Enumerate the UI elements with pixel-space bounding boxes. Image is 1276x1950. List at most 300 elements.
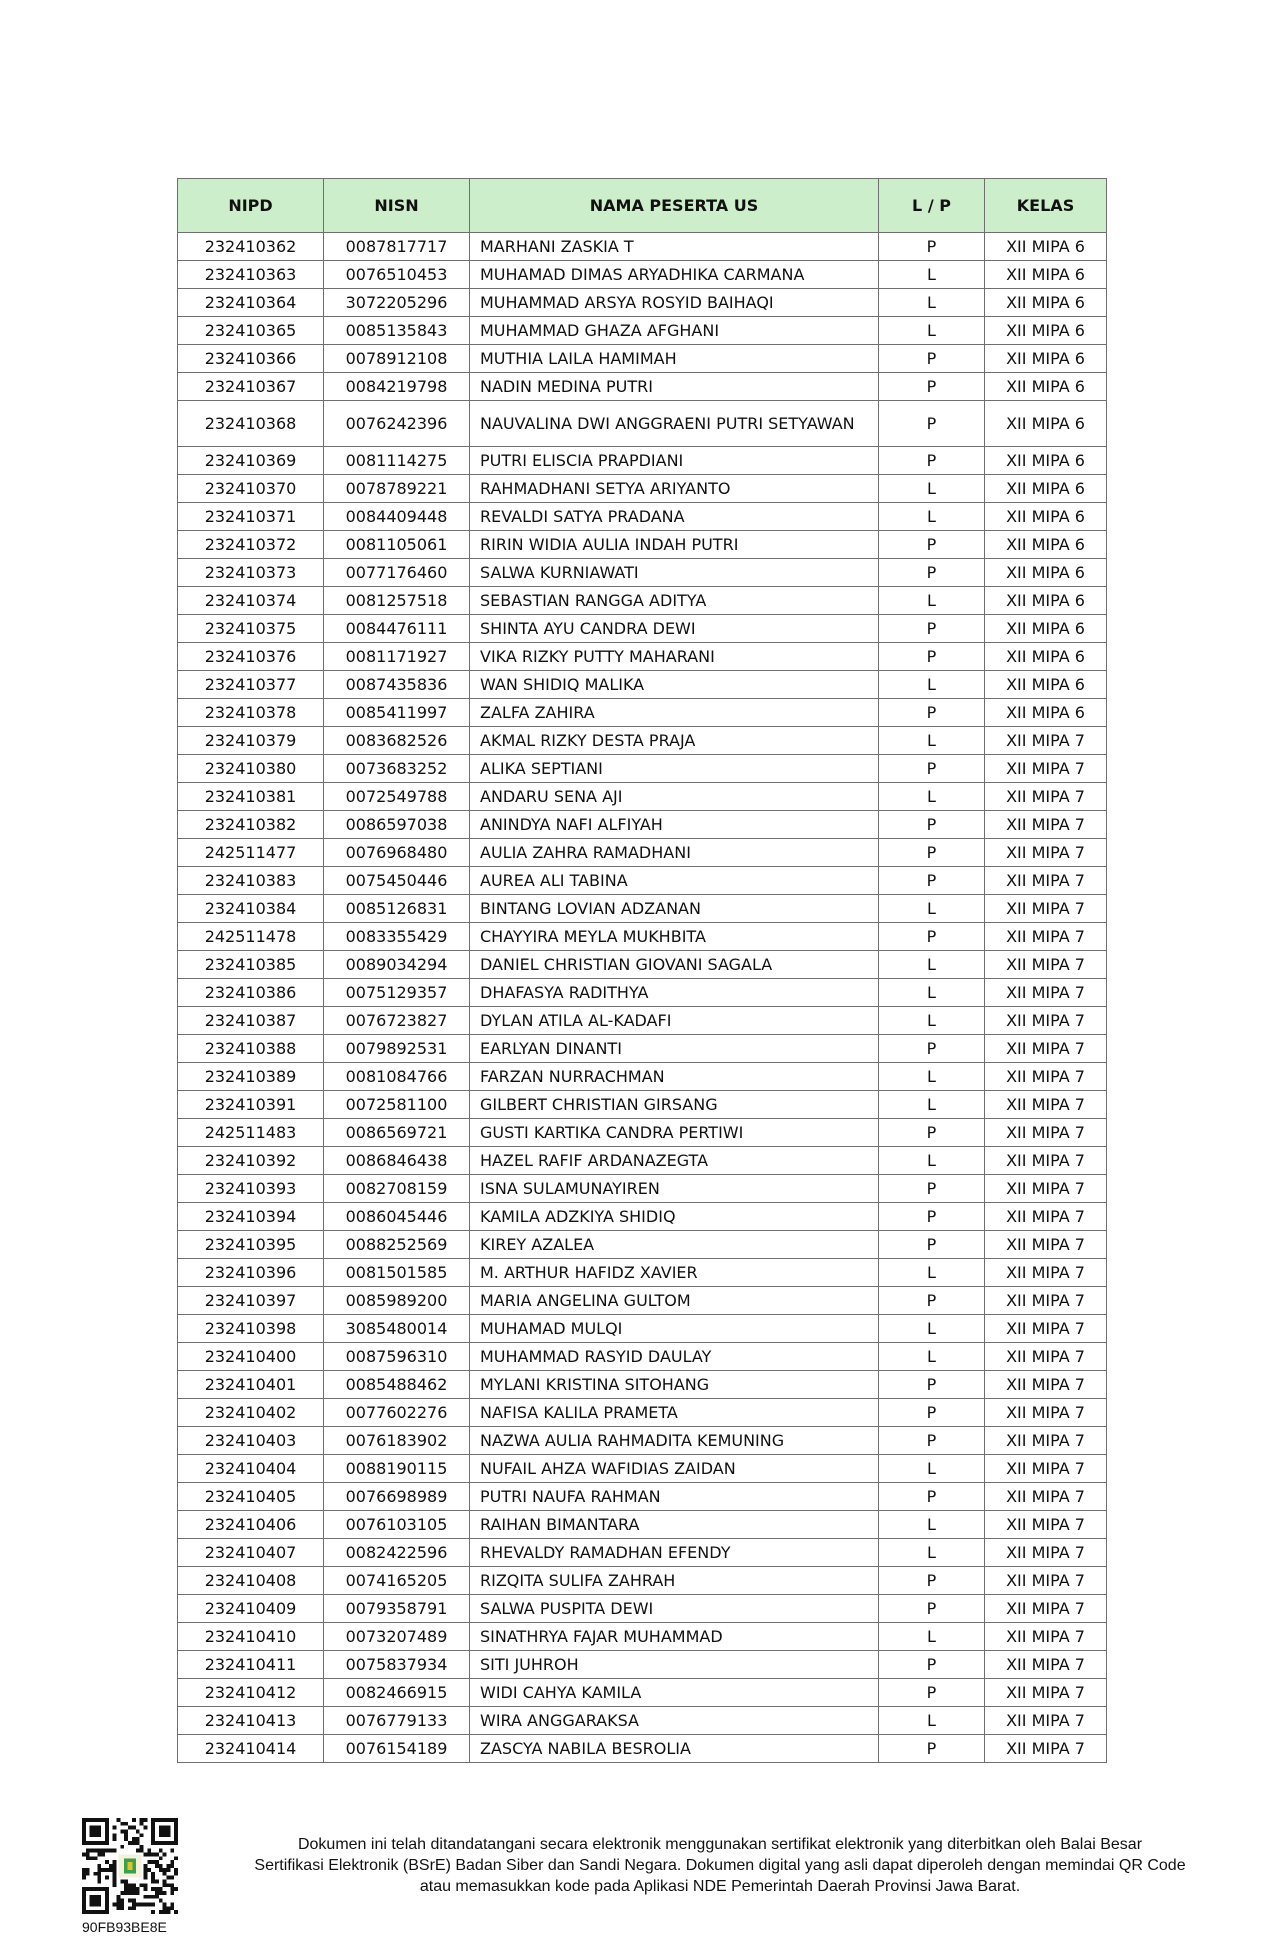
- cell-nama: MARIA ANGELINA GULTOM: [470, 1287, 879, 1315]
- table-row: [178, 1735, 1107, 1763]
- cell-nipd: 232410411: [178, 1651, 324, 1679]
- table-row: [178, 531, 1107, 559]
- cell-kelas: XII MIPA 6: [985, 503, 1107, 531]
- cell-nama: RIZQITA SULIFA ZAHRAH: [470, 1567, 879, 1595]
- cell-kelas: XII MIPA 6: [985, 401, 1107, 447]
- cell-kelas: XII MIPA 7: [985, 1371, 1107, 1399]
- cell-nama: RIRIN WIDIA AULIA INDAH PUTRI: [470, 531, 879, 559]
- cell-nisn: 0082466915: [324, 1679, 470, 1707]
- cell-nipd: 232410407: [178, 1539, 324, 1567]
- cell-nipd: 232410414: [178, 1735, 324, 1763]
- cell-gender: L: [879, 783, 985, 811]
- cell-nama: SALWA KURNIAWATI: [470, 559, 879, 587]
- cell-kelas: XII MIPA 7: [985, 1147, 1107, 1175]
- cell-nipd: 232410379: [178, 727, 324, 755]
- cell-kelas: XII MIPA 7: [985, 1707, 1107, 1735]
- table-row: [178, 401, 1107, 447]
- cell-kelas: XII MIPA 6: [985, 447, 1107, 475]
- cell-nama: NAZWA AULIA RAHMADITA KEMUNING: [470, 1427, 879, 1455]
- cell-gender: P: [879, 699, 985, 727]
- header-nama-peserta: NAMA PESERTA US: [470, 179, 879, 233]
- cell-gender: L: [879, 1091, 985, 1119]
- cell-gender: P: [879, 1287, 985, 1315]
- cell-gender: P: [879, 1175, 985, 1203]
- table-row: [178, 1343, 1107, 1371]
- cell-nisn: 0085488462: [324, 1371, 470, 1399]
- cell-nipd: 232410388: [178, 1035, 324, 1063]
- cell-nama: PUTRI NAUFA RAHMAN: [470, 1483, 879, 1511]
- cell-kelas: XII MIPA 6: [985, 345, 1107, 373]
- cell-nama: CHAYYIRA MEYLA MUKHBITA: [470, 923, 879, 951]
- cell-nama: GUSTI KARTIKA CANDRA PERTIWI: [470, 1119, 879, 1147]
- cell-nama: WAN SHIDIQ MALIKA: [470, 671, 879, 699]
- cell-nipd: 232410396: [178, 1259, 324, 1287]
- table-row: [178, 811, 1107, 839]
- cell-nipd: 232410394: [178, 1203, 324, 1231]
- table-row: [178, 1455, 1107, 1483]
- cell-nisn: 0086597038: [324, 811, 470, 839]
- cell-nama: NAFISA KALILA PRAMETA: [470, 1399, 879, 1427]
- cell-nipd: 232410408: [178, 1567, 324, 1595]
- table-row: [178, 727, 1107, 755]
- cell-nisn: 0081171927: [324, 643, 470, 671]
- cell-gender: P: [879, 1399, 985, 1427]
- cell-gender: P: [879, 401, 985, 447]
- cell-nama: MUHAMAD DIMAS ARYADHIKA CARMANA: [470, 261, 879, 289]
- cell-kelas: XII MIPA 6: [985, 475, 1107, 503]
- table-row: [178, 615, 1107, 643]
- header-nisn: NISN: [324, 179, 470, 233]
- cell-gender: L: [879, 1259, 985, 1287]
- cell-nisn: 0076183902: [324, 1427, 470, 1455]
- qr-code-icon: [82, 1818, 178, 1914]
- table-row: [178, 317, 1107, 345]
- cell-nisn: 0081257518: [324, 587, 470, 615]
- cell-kelas: XII MIPA 7: [985, 979, 1107, 1007]
- header-gender: L / P: [879, 179, 985, 233]
- cell-gender: P: [879, 531, 985, 559]
- cell-kelas: XII MIPA 6: [985, 671, 1107, 699]
- table-row: [178, 1175, 1107, 1203]
- cell-nipd: 232410373: [178, 559, 324, 587]
- cell-gender: P: [879, 1651, 985, 1679]
- cell-nisn: 0082708159: [324, 1175, 470, 1203]
- cell-kelas: XII MIPA 6: [985, 373, 1107, 401]
- cell-nama: WIRA ANGGARAKSA: [470, 1707, 879, 1735]
- cell-nisn: 0078912108: [324, 345, 470, 373]
- cell-nisn: 0083682526: [324, 727, 470, 755]
- cell-nama: SALWA PUSPITA DEWI: [470, 1595, 879, 1623]
- cell-gender: L: [879, 1455, 985, 1483]
- cell-gender: P: [879, 1371, 985, 1399]
- cell-gender: P: [879, 615, 985, 643]
- table-row: [178, 503, 1107, 531]
- table-row: [178, 373, 1107, 401]
- cell-nama: KIREY AZALEA: [470, 1231, 879, 1259]
- cell-nama: MUHAMAD MULQI: [470, 1315, 879, 1343]
- cell-gender: L: [879, 979, 985, 1007]
- cell-nisn: 0076723827: [324, 1007, 470, 1035]
- cell-nama: RAIHAN BIMANTARA: [470, 1511, 879, 1539]
- cell-gender: P: [879, 233, 985, 261]
- cell-nama: PUTRI ELISCIA PRAPDIANI: [470, 447, 879, 475]
- cell-kelas: XII MIPA 7: [985, 1651, 1107, 1679]
- cell-nisn: 0076968480: [324, 839, 470, 867]
- cell-kelas: XII MIPA 7: [985, 1399, 1107, 1427]
- cell-nisn: 0088252569: [324, 1231, 470, 1259]
- cell-gender: L: [879, 503, 985, 531]
- cell-gender: L: [879, 1147, 985, 1175]
- cell-nama: DANIEL CHRISTIAN GIOVANI SAGALA: [470, 951, 879, 979]
- cell-kelas: XII MIPA 7: [985, 1063, 1107, 1091]
- cell-nama: GILBERT CHRISTIAN GIRSANG: [470, 1091, 879, 1119]
- cell-nisn: 0079358791: [324, 1595, 470, 1623]
- cell-nipd: 232410405: [178, 1483, 324, 1511]
- cell-gender: P: [879, 1679, 985, 1707]
- cell-kelas: XII MIPA 6: [985, 699, 1107, 727]
- table-row: [178, 1231, 1107, 1259]
- cell-nipd: 232410376: [178, 643, 324, 671]
- cell-kelas: XII MIPA 7: [985, 1511, 1107, 1539]
- cell-kelas: XII MIPA 7: [985, 1567, 1107, 1595]
- header-row: [178, 179, 1107, 233]
- cell-nipd: 232410367: [178, 373, 324, 401]
- table-row: [178, 1035, 1107, 1063]
- cell-nipd: 232410392: [178, 1147, 324, 1175]
- cell-nisn: 0078789221: [324, 475, 470, 503]
- cell-gender: L: [879, 1007, 985, 1035]
- cell-gender: P: [879, 447, 985, 475]
- qr-code: [82, 1818, 178, 1914]
- cell-kelas: XII MIPA 7: [985, 755, 1107, 783]
- cell-nipd: 242511477: [178, 839, 324, 867]
- cell-nisn: 0076154189: [324, 1735, 470, 1763]
- cell-nipd: 232410393: [178, 1175, 324, 1203]
- cell-kelas: XII MIPA 7: [985, 1315, 1107, 1343]
- cell-gender: P: [879, 923, 985, 951]
- cell-nipd: 232410404: [178, 1455, 324, 1483]
- cell-nisn: 0076103105: [324, 1511, 470, 1539]
- cell-nipd: 232410369: [178, 447, 324, 475]
- cell-nipd: 232410401: [178, 1371, 324, 1399]
- cell-kelas: XII MIPA 7: [985, 1539, 1107, 1567]
- cell-nipd: 232410382: [178, 811, 324, 839]
- cell-gender: P: [879, 1035, 985, 1063]
- table-row: [178, 475, 1107, 503]
- cell-nipd: 232410387: [178, 1007, 324, 1035]
- header-nipd: NIPD: [178, 179, 324, 233]
- cell-kelas: XII MIPA 6: [985, 531, 1107, 559]
- cell-nama: M. ARTHUR HAFIDZ XAVIER: [470, 1259, 879, 1287]
- table-row: [178, 447, 1107, 475]
- cell-nipd: 232410364: [178, 289, 324, 317]
- cell-nipd: 232410370: [178, 475, 324, 503]
- cell-gender: P: [879, 345, 985, 373]
- table-row: [178, 923, 1107, 951]
- cell-kelas: XII MIPA 7: [985, 1287, 1107, 1315]
- cell-nipd: 232410368: [178, 401, 324, 447]
- cell-nama: MARHANI ZASKIA T: [470, 233, 879, 261]
- cell-nama: ISNA SULAMUNAYIREN: [470, 1175, 879, 1203]
- cell-nipd: 232410389: [178, 1063, 324, 1091]
- cell-gender: P: [879, 559, 985, 587]
- cell-nama: KAMILA ADZKIYA SHIDIQ: [470, 1203, 879, 1231]
- cell-nama: REVALDI SATYA PRADANA: [470, 503, 879, 531]
- cell-nipd: 232410378: [178, 699, 324, 727]
- cell-kelas: XII MIPA 7: [985, 839, 1107, 867]
- cell-nisn: 0085411997: [324, 699, 470, 727]
- cell-nipd: 232410410: [178, 1623, 324, 1651]
- cell-nipd: 232410400: [178, 1343, 324, 1371]
- cell-nama: DYLAN ATILA AL-KADAFI: [470, 1007, 879, 1035]
- cell-nama: SHINTA AYU CANDRA DEWI: [470, 615, 879, 643]
- cell-nama: ZALFA ZAHIRA: [470, 699, 879, 727]
- cell-nipd: 232410375: [178, 615, 324, 643]
- cell-kelas: XII MIPA 6: [985, 643, 1107, 671]
- cell-nipd: 232410395: [178, 1231, 324, 1259]
- cell-nisn: 0072549788: [324, 783, 470, 811]
- table-row: [178, 1595, 1107, 1623]
- cell-gender: P: [879, 373, 985, 401]
- table-row: [178, 1287, 1107, 1315]
- cell-gender: P: [879, 643, 985, 671]
- cell-kelas: XII MIPA 7: [985, 1595, 1107, 1623]
- cell-gender: L: [879, 1315, 985, 1343]
- table-row: [178, 1651, 1107, 1679]
- notice-line-3: atau memasukkan kode pada Aplikasi NDE Pemerintah Daerah Provinsi Jawa Barat.: [419, 1878, 1021, 1895]
- table-row: [178, 1707, 1107, 1735]
- cell-nama: RAHMADHANI SETYA ARIYANTO: [470, 475, 879, 503]
- cell-gender: L: [879, 1343, 985, 1371]
- table-row: [178, 1679, 1107, 1707]
- table-header: [178, 179, 1107, 233]
- table-row: [178, 1007, 1107, 1035]
- cell-kelas: XII MIPA 7: [985, 1427, 1107, 1455]
- cell-gender: P: [879, 1483, 985, 1511]
- cell-nama: WIDI CAHYA KAMILA: [470, 1679, 879, 1707]
- cell-nama: MUHAMMAD ARSYA ROSYID BAIHAQI: [470, 289, 879, 317]
- table-row: [178, 1511, 1107, 1539]
- cell-nisn: 3072205296: [324, 289, 470, 317]
- cell-nisn: 0082422596: [324, 1539, 470, 1567]
- cell-nisn: 0083355429: [324, 923, 470, 951]
- cell-nama: ZASCYA NABILA BESROLIA: [470, 1735, 879, 1763]
- cell-nama: NADIN MEDINA PUTRI: [470, 373, 879, 401]
- cell-nipd: 232410385: [178, 951, 324, 979]
- header-kelas: KELAS: [985, 179, 1107, 233]
- cell-nipd: 242511483: [178, 1119, 324, 1147]
- cell-nisn: 0089034294: [324, 951, 470, 979]
- table-row: [178, 1539, 1107, 1567]
- cell-gender: P: [879, 839, 985, 867]
- cell-nisn: 0081114275: [324, 447, 470, 475]
- cell-nama: ALIKA SEPTIANI: [470, 755, 879, 783]
- cell-gender: P: [879, 811, 985, 839]
- cell-kelas: XII MIPA 7: [985, 867, 1107, 895]
- cell-kelas: XII MIPA 7: [985, 1343, 1107, 1371]
- cell-nisn: 0077176460: [324, 559, 470, 587]
- cell-nisn: 0086846438: [324, 1147, 470, 1175]
- cell-nama: MUHAMMAD RASYID DAULAY: [470, 1343, 879, 1371]
- table-row: [178, 345, 1107, 373]
- table-row: [178, 1147, 1107, 1175]
- table-row: [178, 1623, 1107, 1651]
- cell-nisn: 0087817717: [324, 233, 470, 261]
- cell-nisn: 0075129357: [324, 979, 470, 1007]
- cell-nisn: 0079892531: [324, 1035, 470, 1063]
- table-row: [178, 1483, 1107, 1511]
- cell-nama: SINATHRYA FAJAR MUHAMMAD: [470, 1623, 879, 1651]
- cell-gender: L: [879, 1511, 985, 1539]
- cell-nisn: 0085989200: [324, 1287, 470, 1315]
- table-row: [178, 559, 1107, 587]
- cell-kelas: XII MIPA 7: [985, 1455, 1107, 1483]
- table-row: [178, 1315, 1107, 1343]
- cell-kelas: XII MIPA 7: [985, 1623, 1107, 1651]
- notice-line-1: Dokumen ini telah ditandatangani secara elektronik menggunakan sertifikat elektronik yang diterbitkan oleh Balai Besar: [297, 1836, 1143, 1853]
- cell-gender: P: [879, 1595, 985, 1623]
- cell-nisn: 0076242396: [324, 401, 470, 447]
- cell-gender: P: [879, 755, 985, 783]
- cell-kelas: XII MIPA 7: [985, 1175, 1107, 1203]
- table-row: [178, 979, 1107, 1007]
- cell-nama: MUHAMMAD GHAZA AFGHANI: [470, 317, 879, 345]
- cell-nisn: 0076698989: [324, 1483, 470, 1511]
- cell-nama: FARZAN NURRACHMAN: [470, 1063, 879, 1091]
- cell-nama: BINTANG LOVIAN ADZANAN: [470, 895, 879, 923]
- table-row: [178, 1119, 1107, 1147]
- cell-gender: L: [879, 317, 985, 345]
- cell-nipd: 232410413: [178, 1707, 324, 1735]
- cell-nisn: 0088190115: [324, 1455, 470, 1483]
- cell-kelas: XII MIPA 6: [985, 289, 1107, 317]
- notice-line-2: Sertifikasi Elektronik (BSrE) Badan Siber dan Sandi Negara. Dokumen digital yang asli dapat diperoleh dengan memindai QR Code: [254, 1857, 1186, 1874]
- cell-kelas: XII MIPA 7: [985, 923, 1107, 951]
- table-row: [178, 867, 1107, 895]
- cell-nipd: 232410397: [178, 1287, 324, 1315]
- cell-gender: L: [879, 895, 985, 923]
- cell-gender: L: [879, 1623, 985, 1651]
- table-row: [178, 1399, 1107, 1427]
- cell-nama: ANINDYA NAFI ALFIYAH: [470, 811, 879, 839]
- table-row: [178, 643, 1107, 671]
- table-row: [178, 1063, 1107, 1091]
- table-row: [178, 289, 1107, 317]
- cell-kelas: XII MIPA 7: [985, 1483, 1107, 1511]
- cell-nipd: 232410386: [178, 979, 324, 1007]
- table-row: [178, 951, 1107, 979]
- cell-kelas: XII MIPA 7: [985, 1035, 1107, 1063]
- cell-nama: SEBASTIAN RANGGA ADITYA: [470, 587, 879, 615]
- cell-nipd: 232410381: [178, 783, 324, 811]
- table-row: [178, 699, 1107, 727]
- cell-nama: DHAFASYA RADITHYA: [470, 979, 879, 1007]
- cell-kelas: XII MIPA 7: [985, 895, 1107, 923]
- cell-kelas: XII MIPA 6: [985, 559, 1107, 587]
- cell-nisn: 0087596310: [324, 1343, 470, 1371]
- cell-kelas: XII MIPA 7: [985, 1679, 1107, 1707]
- cell-nama: NAUVALINA DWI ANGGRAENI PUTRI SETYAWAN: [470, 401, 879, 447]
- cell-nipd: 232410380: [178, 755, 324, 783]
- cell-nisn: 0072581100: [324, 1091, 470, 1119]
- cell-nipd: 232410398: [178, 1315, 324, 1343]
- cell-kelas: XII MIPA 7: [985, 1259, 1107, 1287]
- cell-gender: L: [879, 1707, 985, 1735]
- cell-nipd: 242511478: [178, 923, 324, 951]
- cell-nama: AUREA ALI TABINA: [470, 867, 879, 895]
- cell-nisn: 0085135843: [324, 317, 470, 345]
- table-row: [178, 1371, 1107, 1399]
- cell-kelas: XII MIPA 7: [985, 727, 1107, 755]
- participant-table-container: [177, 178, 1106, 1763]
- cell-gender: P: [879, 1427, 985, 1455]
- cell-nama: AKMAL RIZKY DESTA PRAJA: [470, 727, 879, 755]
- cell-gender: L: [879, 671, 985, 699]
- cell-nama: HAZEL RAFIF ARDANAZEGTA: [470, 1147, 879, 1175]
- cell-nipd: 232410365: [178, 317, 324, 345]
- cell-nipd: 232410366: [178, 345, 324, 373]
- cell-nisn: 0084219798: [324, 373, 470, 401]
- cell-nisn: 0075837934: [324, 1651, 470, 1679]
- cell-nisn: 0085126831: [324, 895, 470, 923]
- cell-kelas: XII MIPA 7: [985, 1091, 1107, 1119]
- cell-nipd: 232410409: [178, 1595, 324, 1623]
- cell-nipd: 232410362: [178, 233, 324, 261]
- cell-nisn: 0084476111: [324, 615, 470, 643]
- table-row: [178, 1427, 1107, 1455]
- cell-nipd: 232410391: [178, 1091, 324, 1119]
- cell-nipd: 232410383: [178, 867, 324, 895]
- cell-gender: L: [879, 587, 985, 615]
- cell-gender: P: [879, 1231, 985, 1259]
- cell-nipd: 232410412: [178, 1679, 324, 1707]
- table-row: [178, 1259, 1107, 1287]
- cell-nipd: 232410374: [178, 587, 324, 615]
- cell-nama: MUTHIA LAILA HAMIMAH: [470, 345, 879, 373]
- cell-nipd: 232410372: [178, 531, 324, 559]
- cell-kelas: XII MIPA 7: [985, 1007, 1107, 1035]
- cell-nisn: 0077602276: [324, 1399, 470, 1427]
- cell-nipd: 232410406: [178, 1511, 324, 1539]
- cell-kelas: XII MIPA 7: [985, 1735, 1107, 1763]
- cell-nipd: 232410377: [178, 671, 324, 699]
- cell-kelas: XII MIPA 6: [985, 261, 1107, 289]
- cell-gender: L: [879, 475, 985, 503]
- cell-gender: P: [879, 867, 985, 895]
- table-row: [178, 895, 1107, 923]
- cell-nisn: 0081084766: [324, 1063, 470, 1091]
- cell-nisn: 0074165205: [324, 1567, 470, 1595]
- cell-nisn: 0073683252: [324, 755, 470, 783]
- cell-nisn: 0076510453: [324, 261, 470, 289]
- cell-nama: SITI JUHROH: [470, 1651, 879, 1679]
- cell-nisn: 0081501585: [324, 1259, 470, 1287]
- cell-nipd: 232410403: [178, 1427, 324, 1455]
- cell-nama: EARLYAN DINANTI: [470, 1035, 879, 1063]
- cell-kelas: XII MIPA 7: [985, 811, 1107, 839]
- cell-nipd: 232410402: [178, 1399, 324, 1427]
- cell-gender: L: [879, 1539, 985, 1567]
- cell-nama: NUFAIL AHZA WAFIDIAS ZAIDAN: [470, 1455, 879, 1483]
- table-row: [178, 839, 1107, 867]
- cell-gender: P: [879, 1119, 985, 1147]
- cell-kelas: XII MIPA 7: [985, 951, 1107, 979]
- cell-gender: L: [879, 289, 985, 317]
- document-code: 90FB93BE8E: [82, 1919, 167, 1935]
- cell-nisn: 3085480014: [324, 1315, 470, 1343]
- cell-nisn: 0073207489: [324, 1623, 470, 1651]
- cell-kelas: XII MIPA 6: [985, 615, 1107, 643]
